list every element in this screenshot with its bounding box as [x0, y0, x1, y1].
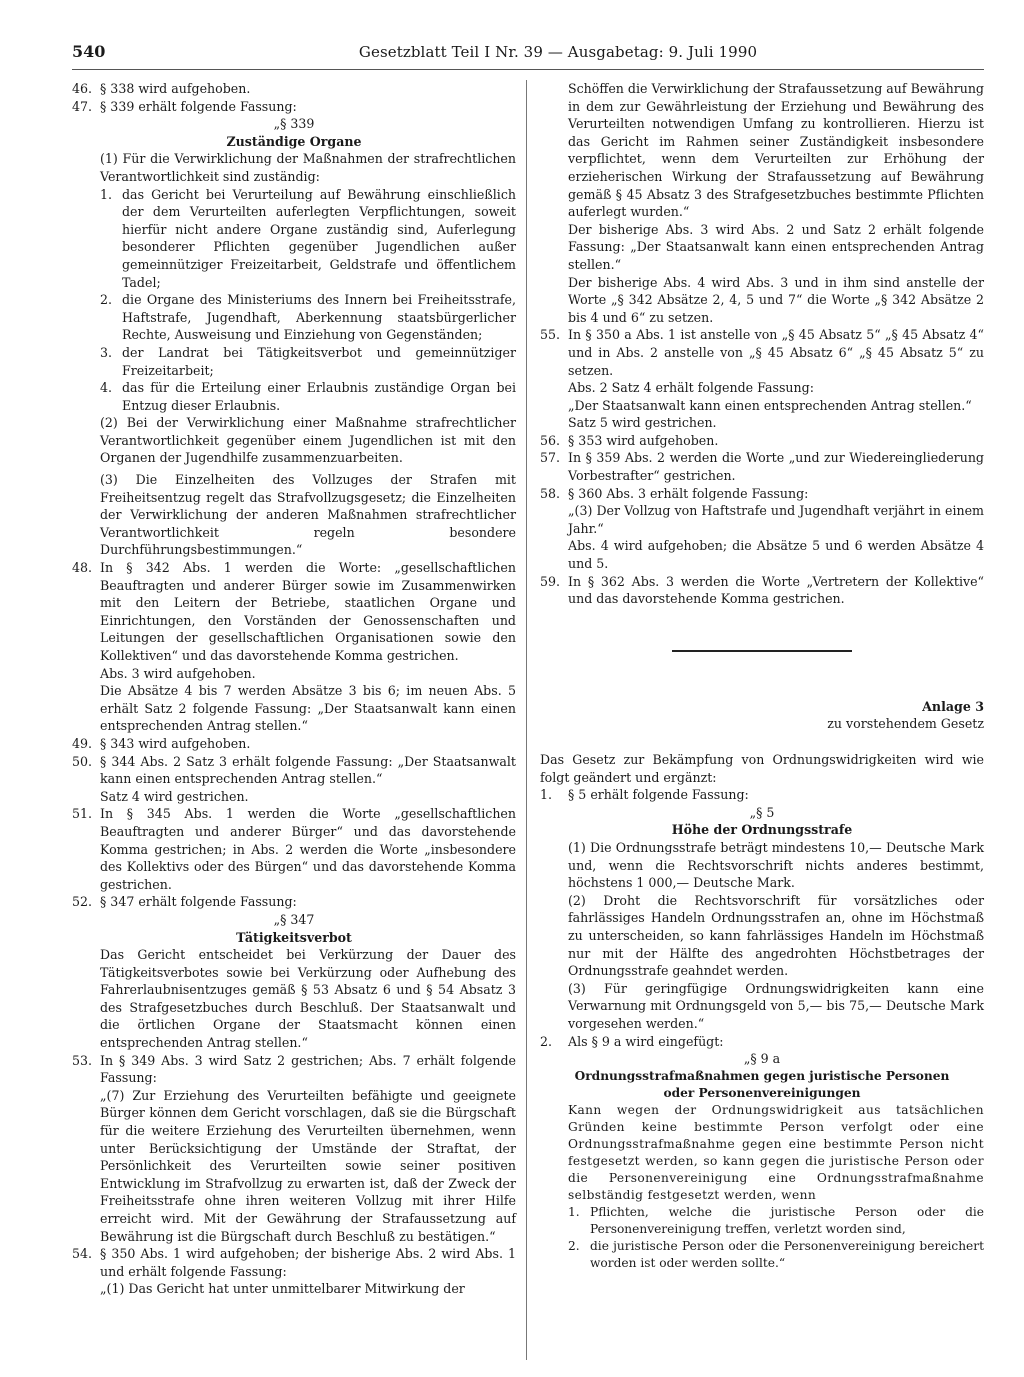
item-54-line-c: Der bisherige Abs. 4 wird Abs. 3 und in ihm sind anstelle der Worte „§ 342 Absätze 2, 4, 5 und 7“ die Worte „§ 342 Absätze 2 bis 4 und 6“ zu setzen.: [568, 274, 984, 325]
item-text: In § 349 Abs. 3 wird Satz 2 gestrichen; Abs. 7 erhält folgende Fassung:: [100, 1052, 516, 1086]
item-number: 2.: [540, 1033, 553, 1049]
item-48-line-b: Abs. 3 wird aufgehoben.: [100, 665, 256, 681]
item-number: 55.: [540, 327, 561, 343]
item-53-quote: „(7) Zur Erziehung des Verurteilten befähigte und geeignete Bürger können dem Gericht vorschlagen, daß sie die Bürgschaft für die weitere Erziehung des Verurteilten übernehmen, wenn unter Berücksichtigung der Umstände der Straftat, der Persönlichkeit des Verurteilten sowie seiner positiven Entwicklung im Strafvollzug zu erwarten ist, daß der Zweck der Freiheitsstrafe ohne ihren weiteren Vollzug mit ihrer Hilfe erreicht wird. Mit der Gewährung der Strafaussetzung auf Bewährung ist die Bürgschaft durch Beschluß zu bestätigen.“: [100, 1087, 516, 1244]
item-text: § 344 Abs. 2 Satz 3 erhält folgende Fassung: „Der Staatsanwalt kann einen entsprechenden Antrag stellen.“: [100, 753, 516, 787]
item-text: § 360 Abs. 3 erhält folgende Fassung:: [568, 485, 809, 501]
section-separator-rule: [672, 650, 852, 652]
item-48-line-c: Die Absätze 4 bis 7 werden Absätze 3 bis 6; im neuen Abs. 5 erhält Satz 2 folgende Fassung: „Der Staatsanwalt kann einen entsprechenden Antrag stellen.“: [100, 683, 516, 734]
item-47: [72, 98, 516, 116]
item-54: [72, 1245, 516, 1280]
section-339-sub-2: [100, 291, 516, 344]
item-54-continuation: Schöffen die Verwirklichung der Strafaussetzung auf Bewährung in dem zur Gewährleistung der Erziehung und Bewährung des Verurteilten notwendigen Umfang zu kontrollieren. Hierzu ist das Gericht im Rahmen seiner Zuständigkeit insbesondere verpflichtet, wenn dem Verurteilten zur Erhöhung der erzieherischen Wirkung der Strafaussetzung auf Bewährung gemäß § 45 Absatz 3 des Strafgesetzbuches bestimmte Pflichten auferlegt wurden.“: [568, 81, 984, 220]
item-number: 50.: [72, 753, 93, 769]
section-9a-text: Kann wegen der Ordnungswidrigkeit aus tatsächlichen Gründen keine bestimmte Person verfolgt oder eine Ordnungsstrafmaßnahme gegen eine bestimmte Person nicht festgesetzt werden, so kann gegen die juristische Person oder die Personenvereinigung eine Ordnungsstrafmaßnahme selbständig festgesetzt werden, wenn: [568, 1102, 984, 1202]
item-58: [540, 485, 984, 503]
section-5-para-1: (1) Die Ordnungsstrafe beträgt mindestens 10,— Deutsche Mark und, wenn die Rechtsvorschrift nichts anderes bestimmt, höchstens 1 000,— Deutsche Mark.: [568, 839, 984, 891]
item-number: 46.: [72, 81, 93, 96]
item-number: 49.: [72, 735, 93, 751]
section-339-para-2: (2) Bei der Verwirklichung einer Maßnahme strafrechtlicher Verantwortlichkeit gegenüber einem Jugendlichen ist mit den Organen der Jugendhilfe zusammenzuarbeiten.: [100, 415, 516, 466]
item-number: 58.: [540, 485, 561, 501]
section-9a-title-line-1: Ordnungsstrafmaßnahmen gegen juristische Personen: [574, 1068, 950, 1083]
item-50: [72, 753, 516, 788]
item-text: § 350 Abs. 1 wird aufgehoben; der bisherige Abs. 2 wird Abs. 1 und erhält folgende Fassung:: [100, 1246, 516, 1279]
sub-number: 2.: [568, 1238, 580, 1253]
section-5-title: Höhe der Ordnungsstrafe: [671, 822, 853, 838]
item-50-line-b: Satz 4 wird gestrichen.: [100, 788, 249, 804]
item-text: In § 345 Abs. 1 werden die Worte „gesellschaftlichen Beauftragten und anderer Bürger“ und das davorstehende Komma gestrichen; in Abs. 2 werden die Worte „insbesondere des Kollektivs oder des Bürgen“ und das davorstehende Komma gestrichen.: [100, 806, 516, 892]
item-54-quote: „(1) Das Gericht hat unter unmittelbarer Mitwirkung der: [100, 1281, 465, 1297]
item-number: 1.: [540, 787, 553, 803]
sub-number: 2.: [100, 292, 113, 308]
section-9a-sub-1: [568, 1204, 984, 1238]
item-text: In § 342 Abs. 1 werden die Worte: „gesellschaftlichen Beauftragten und anderer Bürger sowie im Zusammenwirken mit den Leitern der Betriebe, staatlichen Organe und Einrichtungen, den Vorständen der Genossenschaften und Leitungen der gesellschaftlichen Organisationen sowie den Kollektiven“ und das davorstehende Komma gestrichen.: [100, 560, 516, 663]
section-347-text: Das Gericht entscheidet bei Verkürzung der Dauer des Tätigkeitsverbotes sowie bei Verkürzung oder Aufhebung des Fahrerlaubnisentzuges gemäß § 53 Absatz 6 und § 54 Absatz 3 des Strafgesetzbuches durch Beschluß. Der Staatsanwalt und die örtlichen Organe der Staatsmacht können einen entsprechenden Antrag stellen.“: [100, 947, 516, 1051]
item-58-line-c: Abs. 4 wird aufgehoben; die Absätze 5 und 6 werden Absätze 4 und 5.: [568, 538, 984, 572]
annex-subtitle: zu vorstehendem Gesetz: [827, 716, 984, 732]
item-number: 56.: [540, 432, 561, 448]
section-347-title: Tätigkeitsverbot: [236, 929, 352, 945]
section-9a-title-line-2: oder Personenvereinigungen: [663, 1085, 861, 1100]
item-58-line-b: „(3) Der Vollzug von Haftstrafe und Jugendhaft verjährt in einem Jahr.“: [568, 503, 984, 536]
section-339-sub-1: [100, 186, 516, 292]
section-339-title: Zuständige Organe: [226, 133, 362, 149]
sub-text: die Organe des Ministeriums des Innern bei Freiheitsstrafe, Haftstrafe, Jugendhaft, Aberkennung staatsbürgerlicher Rechte, Ausweisung und Einziehung von Gegenständen;: [122, 292, 516, 343]
item-59: [540, 573, 984, 608]
sub-text: die juristische Person oder die Personenvereinigung bereichert worden ist oder werden sollte.“: [590, 1238, 984, 1270]
annex-intro: Das Gesetz zur Bekämpfung von Ordnungswidrigkeiten wird wie folgt geändert und ergänzt:: [540, 752, 984, 785]
item-text: § 347 erhält folgende Fassung:: [100, 894, 297, 910]
item-57: [540, 449, 984, 484]
annex-item-1: [540, 786, 984, 804]
item-55-line-c: „Der Staatsanwalt kann einen entsprechenden Antrag stellen.“: [568, 397, 972, 413]
sub-number: 1.: [100, 186, 113, 202]
item-52: [72, 893, 516, 911]
item-number: 54.: [72, 1246, 93, 1262]
item-46: [72, 80, 516, 98]
header-rule: [72, 69, 984, 70]
item-text: § 343 wird aufgehoben.: [100, 735, 251, 751]
section-5-number: „§ 5: [749, 804, 775, 820]
annex-item-2: [540, 1033, 984, 1051]
item-text: Als § 9 a wird eingefügt:: [568, 1033, 724, 1049]
item-text: § 5 erhält folgende Fassung:: [568, 787, 749, 803]
item-number: 59.: [540, 573, 561, 589]
item-number: 51.: [72, 806, 93, 822]
item-48: [72, 559, 516, 665]
sub-text: Pflichten, welche die juristische Person oder die Personenvereinigung treffen, verletzt worden sind,: [590, 1204, 984, 1236]
annex-title: Anlage 3: [922, 698, 984, 714]
item-number: 48.: [72, 560, 93, 576]
section-339-para-1: (1) Für die Verwirklichung der Maßnahmen der strafrechtlichen Verantwortlichkeit sind zuständig:: [100, 151, 516, 184]
section-5-para-2: (2) Droht die Rechtsvorschrift für vorsätzliches oder fahrlässiges Handeln Ordnungsstrafen an, ohne im Höchstmaß zu unterscheiden, so kann fahrlässiges Handeln im Höchstmaß nur mit der Hälfte des angedrohten Höchstbetrages der Ordnungsstrafe geahndet werden.: [568, 892, 984, 979]
section-339-sub-3: [100, 344, 516, 379]
item-number: 53.: [72, 1052, 93, 1068]
item-55-line-b: Abs. 2 Satz 4 erhält folgende Fassung:: [568, 380, 814, 396]
item-51: [72, 805, 516, 893]
column-divider: [526, 80, 527, 1360]
section-339-para-3: (3) Die Einzelheiten des Vollzuges der Strafen mit Freiheitsentzug regelt das Strafvollzugsgesetz; die Einzelheiten der Verwirklichung der anderen Maßnahmen strafrechtlicher Verantwortlichkeit regeln besondere Durchführungsbestimmungen.“: [100, 472, 516, 558]
section-9a-number: „§ 9 a: [743, 1051, 781, 1067]
item-text: In § 359 Abs. 2 werden die Worte „und zur Wiedereingliederung Vorbestrafter“ gestrichen.: [568, 450, 984, 484]
item-56: [540, 432, 984, 450]
section-9a-sub-2: [568, 1238, 984, 1272]
section-347-number: „§ 347: [273, 911, 315, 927]
item-text: § 338 wird aufgehoben.: [100, 81, 251, 96]
item-text: § 353 wird aufgehoben.: [568, 432, 719, 448]
section-5-para-3: (3) Für geringfügige Ordnungswidrigkeiten kann eine Verwarnung mit Ordnungsgeld von 5,— bis 75,— Deutsche Mark vorgesehen werden.“: [568, 980, 984, 1031]
item-text: In § 362 Abs. 3 werden die Worte „Vertretern der Kollektive“ und das davorstehende Komma gestrichen.: [568, 573, 984, 607]
item-number: 52.: [72, 894, 93, 910]
page-number: 540: [72, 42, 106, 61]
section-339-sub-4: [100, 379, 516, 414]
item-54-line-b: Der bisherige Abs. 3 wird Abs. 2 und Satz 2 erhält folgende Fassung: „Der Staatsanwalt kann einen entsprechenden Antrag stellen.“: [568, 221, 984, 272]
item-55-line-d: Satz 5 wird gestrichen.: [568, 415, 717, 431]
item-text: In § 350 a Abs. 1 ist anstelle von „§ 45 Absatz 5“ „§ 45 Absatz 4“ und in Abs. 2 anstelle von „§ 45 Absatz 6“ „§ 45 Absatz 5“ zu setzen.: [568, 327, 984, 378]
item-number: 57.: [540, 450, 561, 466]
page-header: [72, 38, 984, 66]
sub-number: 3.: [100, 344, 113, 360]
item-55: [540, 326, 984, 379]
right-column: [540, 80, 984, 1272]
section-339-number: „§ 339: [273, 116, 315, 132]
item-text: § 339 erhält folgende Fassung:: [100, 98, 297, 114]
sub-text: das Gericht bei Verurteilung auf Bewährung einschließlich der dem Verurteilten auferlegten Verpflichtungen, soweit hierfür nicht andere Organe zuständig sind, Auferlegung besonderer Pflichten gegenüber Jugendlichen außer gemeinnütziger Freizeitarbeit, Geldstrafe und öffentlichem Tadel;: [122, 186, 516, 290]
header-title: Gesetzblatt Teil I Nr. 39 — Ausgabetag: 9. Juli 1990: [358, 43, 758, 61]
sub-text: das für die Erteilung einer Erlaubnis zuständige Organ bei Entzug dieser Erlaubnis.: [122, 380, 516, 413]
item-number: 47.: [72, 98, 93, 114]
sub-text: der Landrat bei Tätigkeitsverbot und gemeinnütziger Freizeitarbeit;: [122, 344, 516, 378]
item-49: [72, 735, 516, 753]
sub-number: 4.: [100, 380, 113, 396]
item-53: [72, 1052, 516, 1087]
left-column: [72, 80, 516, 1298]
sub-number: 1.: [568, 1204, 580, 1219]
